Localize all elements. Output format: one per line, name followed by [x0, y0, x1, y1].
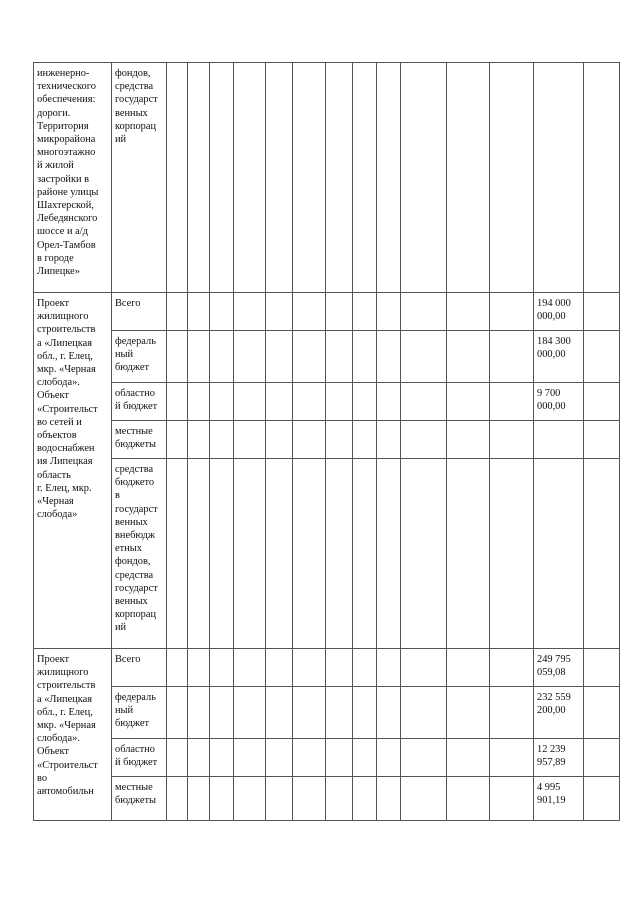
amount-cell: 9 700 000,00 [534, 383, 584, 421]
empty-cell [584, 649, 620, 687]
empty-cell [266, 63, 293, 293]
empty-cell [293, 687, 326, 739]
budget-table [33, 62, 620, 821]
project-name-cell: Проект жилищного строительств а «Липецкая обл., г. Елец, мкр. «Черная слобода». Объект «Строительст во автомобильн [34, 649, 112, 821]
amount-cell [534, 421, 584, 459]
empty-cell [293, 63, 326, 293]
empty-cell [210, 459, 234, 649]
empty-cell [210, 63, 234, 293]
empty-cell [353, 293, 377, 331]
funding-source-cell: Всего [112, 293, 167, 331]
empty-cell [326, 331, 353, 383]
empty-cell [266, 777, 293, 821]
table-row [34, 421, 620, 459]
empty-cell [188, 331, 210, 383]
empty-cell [584, 687, 620, 739]
empty-cell [210, 421, 234, 459]
amount-cell [534, 63, 584, 293]
empty-cell [584, 777, 620, 821]
empty-cell [401, 649, 447, 687]
empty-cell [353, 649, 377, 687]
empty-cell [401, 331, 447, 383]
amount-cell [534, 459, 584, 649]
table-row [34, 739, 620, 777]
project-name-cell: Проект жилищного строительств а «Липецкая обл., г. Елец, мкр. «Черная слобода». Объект «Строительст во сетей и объектов водоснабжен ия Липецкая область г. Елец, мкр. «Черная слобода» [34, 293, 112, 649]
empty-cell [401, 63, 447, 293]
empty-cell [353, 777, 377, 821]
empty-cell [377, 383, 401, 421]
empty-cell [401, 383, 447, 421]
empty-cell [326, 649, 353, 687]
empty-cell [188, 459, 210, 649]
empty-cell [234, 421, 266, 459]
table-row [34, 687, 620, 739]
amount-cell: 184 300 000,00 [534, 331, 584, 383]
empty-cell [234, 687, 266, 739]
empty-cell [167, 739, 188, 777]
empty-cell [210, 293, 234, 331]
empty-cell [447, 383, 490, 421]
empty-cell [210, 331, 234, 383]
table-row [34, 777, 620, 821]
empty-cell [167, 293, 188, 331]
empty-cell [377, 331, 401, 383]
empty-cell [326, 777, 353, 821]
empty-cell [584, 383, 620, 421]
empty-cell [188, 649, 210, 687]
empty-cell [234, 331, 266, 383]
funding-source-cell: областно й бюджет [112, 383, 167, 421]
empty-cell [266, 459, 293, 649]
empty-cell [377, 739, 401, 777]
empty-cell [326, 383, 353, 421]
amount-cell: 249 795 059,08 [534, 649, 584, 687]
table-row [34, 649, 620, 687]
empty-cell [447, 739, 490, 777]
funding-source-cell: местные бюджеты [112, 777, 167, 821]
empty-cell [234, 459, 266, 649]
empty-cell [584, 293, 620, 331]
empty-cell [584, 421, 620, 459]
empty-cell [326, 459, 353, 649]
empty-cell [353, 687, 377, 739]
funding-source-cell: федераль ный бюджет [112, 687, 167, 739]
empty-cell [293, 777, 326, 821]
empty-cell [353, 331, 377, 383]
empty-cell [377, 293, 401, 331]
empty-cell [401, 293, 447, 331]
empty-cell [447, 63, 490, 293]
empty-cell [326, 421, 353, 459]
empty-cell [266, 383, 293, 421]
empty-cell [167, 383, 188, 421]
empty-cell [326, 293, 353, 331]
empty-cell [490, 777, 534, 821]
empty-cell [377, 421, 401, 459]
empty-cell [210, 383, 234, 421]
empty-cell [490, 739, 534, 777]
empty-cell [266, 331, 293, 383]
funding-source-cell: местные бюджеты [112, 421, 167, 459]
empty-cell [293, 649, 326, 687]
empty-cell [353, 739, 377, 777]
empty-cell [293, 421, 326, 459]
empty-cell [266, 421, 293, 459]
empty-cell [377, 649, 401, 687]
amount-cell: 232 559 200,00 [534, 687, 584, 739]
empty-cell [490, 421, 534, 459]
empty-cell [447, 331, 490, 383]
empty-cell [490, 63, 534, 293]
empty-cell [326, 739, 353, 777]
empty-cell [490, 649, 534, 687]
empty-cell [266, 649, 293, 687]
empty-cell [584, 331, 620, 383]
empty-cell [167, 649, 188, 687]
empty-cell [210, 649, 234, 687]
empty-cell [401, 421, 447, 459]
empty-cell [490, 293, 534, 331]
empty-cell [210, 739, 234, 777]
empty-cell [234, 383, 266, 421]
empty-cell [234, 649, 266, 687]
empty-cell [210, 777, 234, 821]
empty-cell [401, 687, 447, 739]
empty-cell [377, 63, 401, 293]
empty-cell [167, 687, 188, 739]
funding-source-cell: фондов, средства государст венных корпорац ий [112, 63, 167, 293]
empty-cell [490, 687, 534, 739]
empty-cell [234, 293, 266, 331]
empty-cell [326, 687, 353, 739]
empty-cell [167, 63, 188, 293]
table-row [34, 293, 620, 331]
table-row [34, 383, 620, 421]
empty-cell [188, 687, 210, 739]
empty-cell [188, 421, 210, 459]
funding-source-cell: федераль ный бюджет [112, 331, 167, 383]
empty-cell [167, 459, 188, 649]
empty-cell [401, 459, 447, 649]
amount-cell: 194 000 000,00 [534, 293, 584, 331]
empty-cell [447, 293, 490, 331]
empty-cell [293, 331, 326, 383]
empty-cell [266, 739, 293, 777]
empty-cell [188, 739, 210, 777]
empty-cell [353, 421, 377, 459]
project-name-cell: инженерно- технического обеспечения: дороги. Территория микрорайона многоэтажно й жилой застройки в районе улицы Шахтерской, Лебедянского шоссе и а/д Орел-Тамбов в городе Липецке» [34, 63, 112, 293]
empty-cell [377, 459, 401, 649]
table-row [34, 331, 620, 383]
empty-cell [293, 459, 326, 649]
empty-cell [210, 687, 234, 739]
empty-cell [293, 739, 326, 777]
empty-cell [584, 63, 620, 293]
empty-cell [188, 63, 210, 293]
empty-cell [188, 777, 210, 821]
empty-cell [353, 63, 377, 293]
empty-cell [447, 421, 490, 459]
table-row [34, 63, 620, 293]
empty-cell [447, 459, 490, 649]
empty-cell [353, 459, 377, 649]
empty-cell [266, 687, 293, 739]
empty-cell [401, 739, 447, 777]
empty-cell [167, 331, 188, 383]
empty-cell [401, 777, 447, 821]
empty-cell [377, 777, 401, 821]
empty-cell [234, 739, 266, 777]
empty-cell [234, 63, 266, 293]
empty-cell [266, 293, 293, 331]
amount-cell: 4 995 901,19 [534, 777, 584, 821]
empty-cell [447, 687, 490, 739]
funding-source-cell: средства бюджето в государст венных внебюдж етных фондов, средства государст венных корпорац ий [112, 459, 167, 649]
empty-cell [490, 331, 534, 383]
empty-cell [293, 293, 326, 331]
funding-source-cell: областно й бюджет [112, 739, 167, 777]
amount-cell: 12 239 957,89 [534, 739, 584, 777]
empty-cell [490, 459, 534, 649]
empty-cell [377, 687, 401, 739]
empty-cell [167, 777, 188, 821]
empty-cell [447, 649, 490, 687]
table-row [34, 459, 620, 649]
empty-cell [584, 459, 620, 649]
empty-cell [293, 383, 326, 421]
empty-cell [188, 293, 210, 331]
empty-cell [447, 777, 490, 821]
empty-cell [353, 383, 377, 421]
empty-cell [584, 739, 620, 777]
empty-cell [167, 421, 188, 459]
empty-cell [188, 383, 210, 421]
empty-cell [326, 63, 353, 293]
empty-cell [490, 383, 534, 421]
empty-cell [234, 777, 266, 821]
funding-source-cell: Всего [112, 649, 167, 687]
